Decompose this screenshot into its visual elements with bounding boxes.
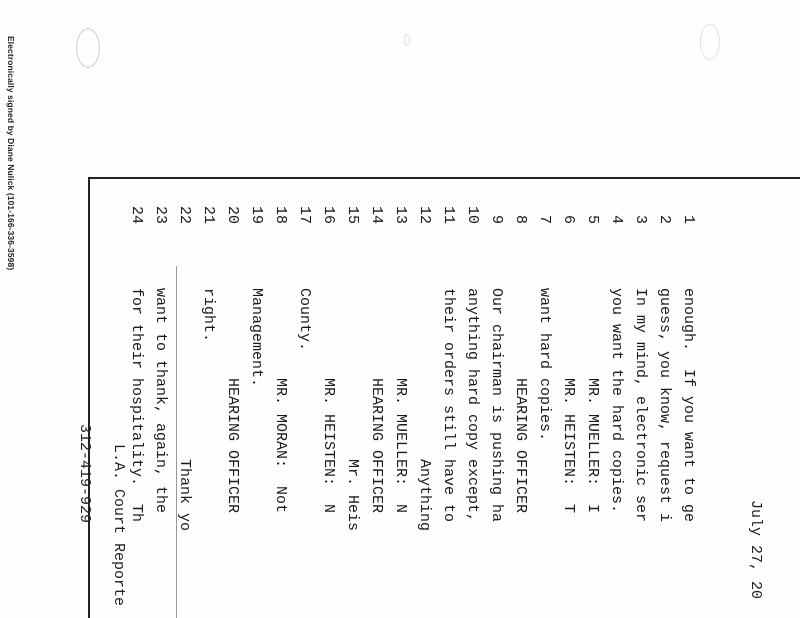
transcript-date: July 27, 20 — [747, 500, 764, 600]
transcript-body — [76, 200, 764, 618]
line-number: 8 — [512, 214, 529, 224]
line-text: HEARING OFFICER — [224, 288, 241, 514]
line-number: 22 — [176, 205, 193, 224]
line-text: anything hard copy except, — [464, 288, 481, 523]
line-text: Thank yo — [176, 288, 193, 532]
line-text: MR. HEISTEN: T — [560, 288, 577, 514]
line-text: County. — [296, 288, 313, 352]
line-text: HEARING OFFICER — [512, 288, 529, 514]
line-text: MR. HEISTEN: N — [320, 288, 337, 514]
line-number: 21 — [200, 205, 217, 224]
line-number: 6 — [560, 214, 577, 224]
line-text: their orders still have to — [440, 288, 457, 523]
line-number: 7 — [536, 214, 553, 224]
line-text: MR. MUELLER: I — [584, 288, 601, 514]
line-text: you want the hard copies. — [608, 288, 625, 514]
line-text: Our chairman is pushing ha — [488, 288, 505, 523]
line-number: 18 — [272, 205, 289, 224]
line-text: right. — [200, 288, 217, 343]
line-number: 20 — [224, 205, 241, 224]
line-text: for their hospitality. Th — [128, 288, 145, 523]
line-text: Management. — [248, 288, 265, 388]
line-number: 5 — [584, 214, 601, 224]
line-number: 17 — [296, 205, 313, 224]
line-number: 3 — [632, 214, 649, 224]
line-number: 13 — [392, 205, 409, 224]
line-number: 14 — [368, 205, 385, 224]
line-text: want hard copies. — [536, 288, 553, 442]
line-number: 10 — [464, 205, 481, 224]
line-number: 23 — [152, 205, 169, 224]
line-text: enough. If you want to ge — [680, 288, 697, 523]
court-reporter-footer — [42, 390, 144, 606]
line-number: 9 — [488, 214, 505, 224]
line-text: Anything — [416, 288, 433, 532]
line-number: 2 — [656, 214, 673, 224]
line-number: 19 — [248, 205, 265, 224]
line-number: 12 — [416, 205, 433, 224]
line-number: 1 — [680, 214, 697, 224]
punch-hole-icon — [404, 34, 410, 46]
line-number: 4 — [608, 214, 625, 224]
line-text: MR. MUELLER: N — [392, 288, 409, 514]
line-number: 15 — [344, 205, 361, 224]
line-text: HEARING OFFICER — [368, 288, 385, 514]
reporter-name: L.A. Court Reporte — [110, 444, 127, 607]
line-number: 11 — [440, 205, 457, 224]
line-number: 24 — [128, 205, 145, 224]
reporter-phone: 312-419-929 — [76, 424, 93, 524]
electronic-signature: Electronically signed by Diane Nulick (101-166-336-3598) — [6, 36, 16, 271]
line-number: 16 — [320, 205, 337, 224]
page-border-top — [88, 177, 800, 179]
line-text: Mr. Heis — [344, 288, 361, 532]
line-text: MR. MORAN: Not — [272, 288, 289, 514]
line-text: In my mind, electronic ser — [632, 288, 649, 523]
line-text: want to thank, again, the — [152, 288, 169, 514]
punch-hole-icon — [700, 24, 720, 60]
punch-hole-icon — [76, 28, 100, 68]
line-text: guess, you know, request i — [656, 288, 673, 523]
